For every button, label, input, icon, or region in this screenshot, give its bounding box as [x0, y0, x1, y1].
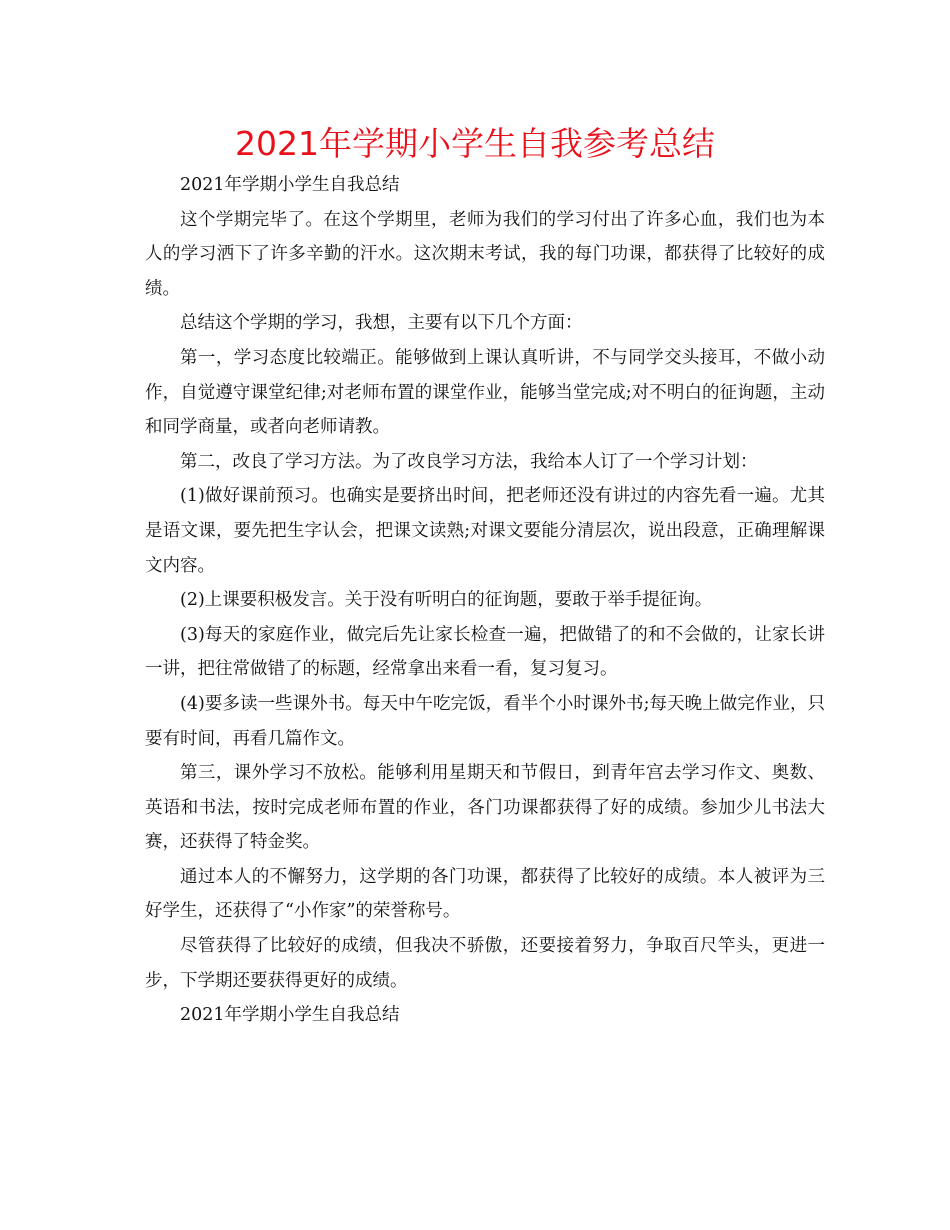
paragraph-point-three: 第三，课外学习不放松。能够利用星期天和节假日，到青年宫去学习作文、奥数、英语和书法，按时完成老师布置的作业，各门功课都获得了好的成绩。参加少儿书法大赛，还获得了特金奖。 — [145, 763, 825, 853]
document-title: 2021年学期小学生自我参考总结 — [235, 124, 715, 163]
paragraph-subtitle: 2021年学期小学生自我总结 — [180, 175, 400, 195]
paragraph-intro: 这个学期完毕了。在这个学期里，老师为我们的学习付出了许多心血，我们也为本人的学习洒下了许多辛勤的汗水。这次期末考试，我的每门功课，都获得了比较好的成绩。 — [145, 209, 825, 299]
paragraph-result: 通过本人的不懈努力，这学期的各门功课，都获得了比较好的成绩。本人被评为三好学生，还获得了“小作家”的荣誉称号。 — [145, 866, 825, 922]
paragraph-point-two: 第二，改良了学习方法。为了改良学习方法，我给本人订了一个学习计划： — [180, 451, 758, 472]
paragraph-plan-4: (4)要多读一些课外书。每天中午吃完饭，看半个小时课外书;每天晚上做完作业，只要有时间，再看几篇作文。 — [145, 693, 825, 749]
paragraph-plan-1: (1)做好课前预习。也确实是要挤出时间，把老师还没有讲过的内容先看一遍。尤其是语文课，要先把生字认会，把课文读熟;对课文要能分清层次，说出段意，正确理解课文内容。 — [145, 486, 825, 576]
paragraph-outlook: 尽管获得了比较好的成绩，但我决不骄傲，还要接着努力，争取百尺竿头，更进一步，下学期还要获得更好的成绩。 — [145, 936, 825, 991]
paragraph-summary-lead: 总结这个学期的学习，我想，主要有以下几个方面： — [180, 313, 583, 334]
paragraph-point-one: 第一，学习态度比较端正。能够做到上课认真听讲，不与同学交头接耳，不做小动作，自觉遵守课堂纪律;对老师布置的课堂作业，能够当堂完成;对不明白的征询题，主动和同学商量，或者向老师请教。 — [145, 347, 825, 438]
document-body — [145, 168, 825, 1033]
paragraph-plan-3: (3)每天的家庭作业，做完后先让家长检查一遍，把做错了的和不会做的，让家长讲一讲，把往常做错了的标题，经常拿出来看一看，复习复习。 — [145, 624, 825, 680]
paragraph-footer-title: 2021年学期小学生自我总结 — [180, 1005, 400, 1026]
paragraph-plan-2: (2)上课要积极发言。关于没有听明白的征询题，要敢于举手提征询。 — [180, 590, 713, 611]
